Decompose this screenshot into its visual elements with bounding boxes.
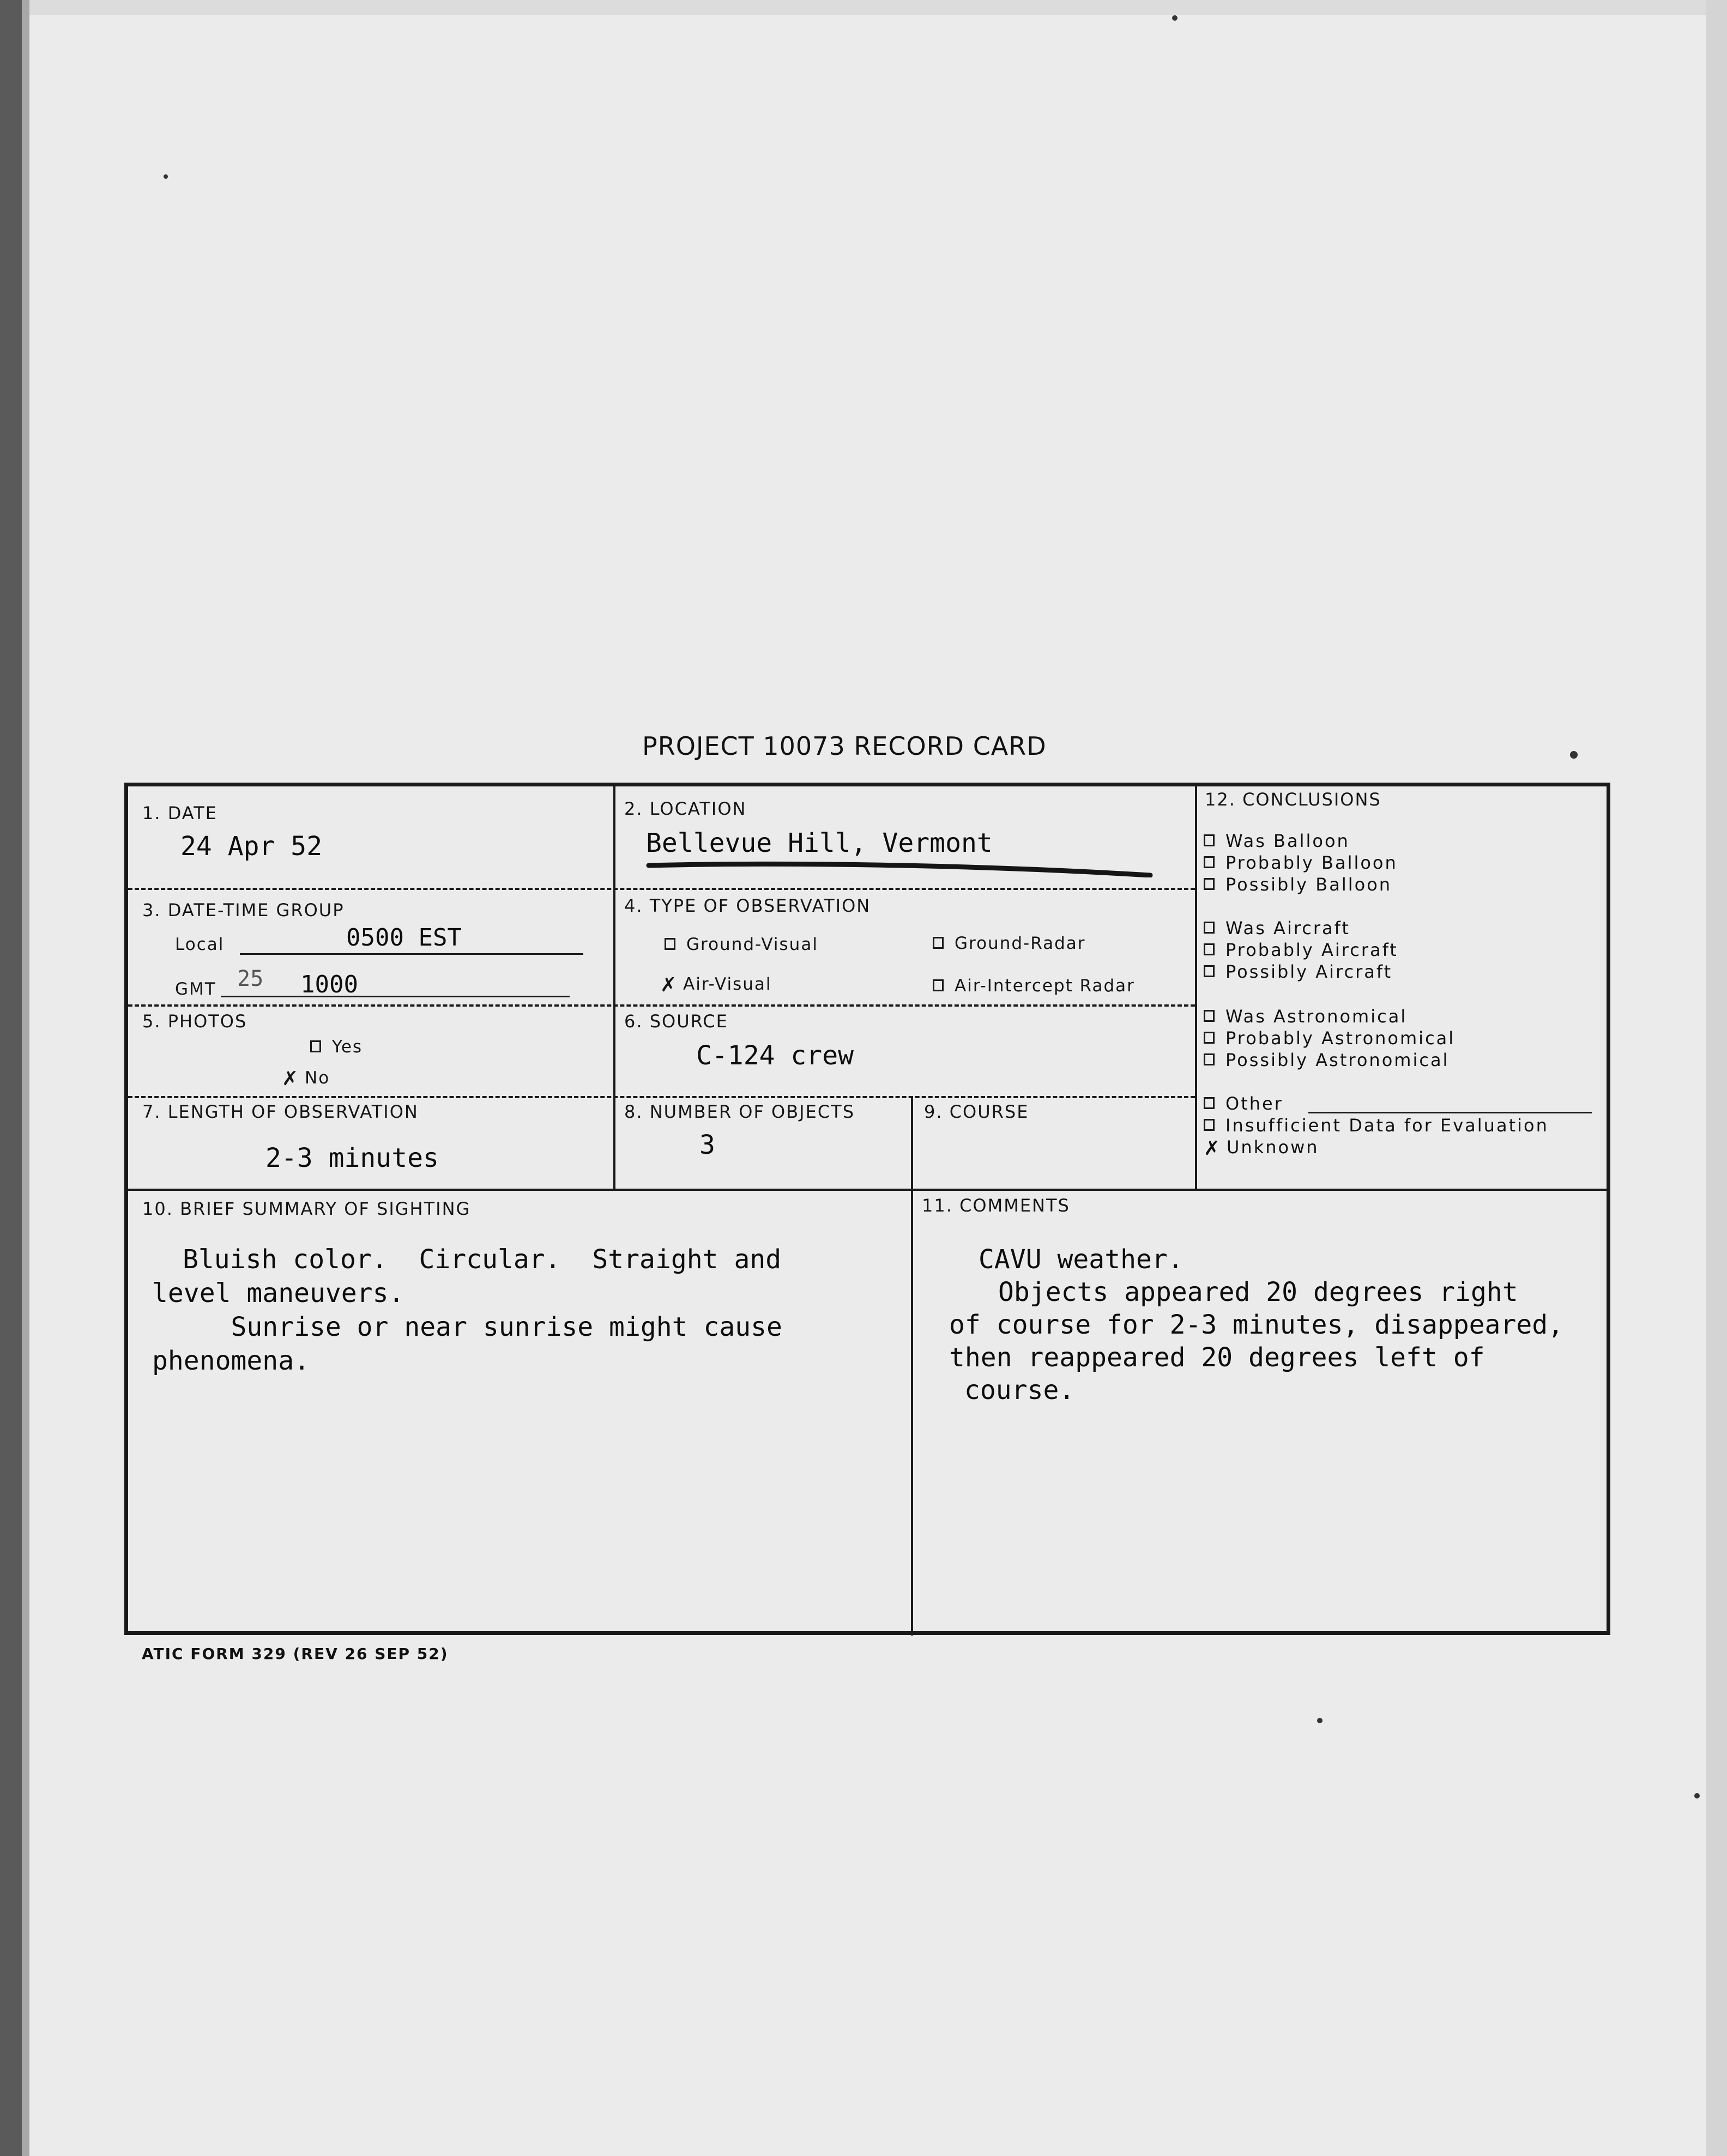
conclusion-was-aircraft[interactable]: Was Aircraft — [1204, 918, 1350, 938]
page-left-margin — [22, 0, 29, 2156]
dust-speck — [1172, 15, 1178, 21]
row-rule-3 — [128, 1096, 1195, 1098]
conclusion-possibly-astronomical[interactable]: Possibly Astronomical — [1204, 1050, 1449, 1070]
other-line — [1308, 1112, 1592, 1113]
dtg-label: 3. DATE-TIME GROUP — [142, 900, 345, 920]
course-label: 9. COURSE — [924, 1101, 1029, 1122]
location-value: Bellevue Hill, Vermont — [646, 828, 993, 858]
conclusion-other[interactable]: Other — [1204, 1093, 1283, 1114]
page-right-edge — [1706, 0, 1727, 2156]
conclusion-probably-aircraft[interactable]: Probably Aircraft — [1204, 940, 1398, 960]
checkbox-x-icon: ✗ — [282, 1068, 300, 1090]
checkbox-empty-icon — [1204, 1097, 1215, 1109]
location-label: 2. LOCATION — [624, 798, 747, 819]
checkbox-empty-icon — [933, 937, 944, 949]
objects-value: 3 — [699, 1130, 715, 1160]
row-rule-1 — [128, 888, 1195, 890]
checkbox-empty-icon — [1204, 1010, 1215, 1022]
source-value: C-124 crew — [696, 1040, 854, 1071]
summary-line: level maneuvers. — [152, 1278, 404, 1309]
photos-option-no[interactable]: ✗ No — [282, 1068, 330, 1090]
checkbox-empty-icon — [1204, 943, 1215, 955]
gmt-value: 1000 — [300, 971, 358, 998]
dust-speck — [1317, 1718, 1323, 1723]
page-left-shadow — [0, 0, 22, 2156]
comments-line: CAVU weather. — [979, 1244, 1183, 1275]
dust-speck — [1694, 1793, 1700, 1798]
record-card — [124, 783, 1610, 1635]
checkbox-empty-icon — [310, 1040, 321, 1052]
divider-col2 — [911, 1096, 913, 1636]
conclusions-label: 12. CONCLUSIONS — [1205, 789, 1381, 810]
page-top-edge — [29, 0, 1708, 15]
divider-col3 — [1195, 786, 1197, 1190]
gmt-line — [221, 996, 570, 997]
comments-line: Objects appeared 20 degrees right — [998, 1277, 1518, 1307]
checkbox-x-icon: ✗ — [660, 974, 678, 996]
row-rule-2 — [128, 1004, 1195, 1007]
conclusion-probably-balloon[interactable]: Probably Balloon — [1204, 852, 1398, 873]
conclusion-insufficient-data[interactable]: Insufficient Data for Evaluation — [1204, 1115, 1549, 1136]
form-id: ATIC FORM 329 (REV 26 SEP 52) — [142, 1645, 449, 1663]
card-title: PROJECT 10073 RECORD CARD — [642, 731, 1047, 761]
length-value: 2-3 minutes — [265, 1143, 439, 1173]
obs-option-ground-radar[interactable]: Ground-Radar — [933, 934, 1086, 953]
photos-label: 5. PHOTOS — [142, 1011, 247, 1032]
local-value: 0500 EST — [346, 924, 462, 952]
checkbox-empty-icon — [1204, 1119, 1215, 1131]
local-line — [240, 953, 583, 955]
comments-line: course. — [964, 1375, 1075, 1406]
conclusion-possibly-balloon[interactable]: Possibly Balloon — [1204, 874, 1392, 895]
comments-label: 11. COMMENTS — [922, 1195, 1070, 1216]
length-label: 7. LENGTH OF OBSERVATION — [142, 1101, 419, 1122]
conclusion-was-astronomical[interactable]: Was Astronomical — [1204, 1006, 1407, 1027]
checkbox-empty-icon — [1204, 878, 1215, 890]
obs-option-ground-visual[interactable]: Ground-Visual — [665, 935, 818, 954]
summary-line: Bluish color. Circular. Straight and — [183, 1244, 782, 1275]
gmt-day: 25 — [237, 966, 264, 991]
summary-line: phenomena. — [152, 1346, 310, 1376]
objects-label: 8. NUMBER OF OBJECTS — [624, 1101, 855, 1122]
conclusion-probably-astronomical[interactable]: Probably Astronomical — [1204, 1028, 1455, 1049]
conclusion-was-balloon[interactable]: Was Balloon — [1204, 831, 1350, 851]
local-label: Local — [175, 935, 225, 954]
divider-col1 — [613, 786, 615, 1190]
comments-line: of course for 2-3 minutes, disappeared, — [949, 1310, 1564, 1340]
checkbox-empty-icon — [1204, 856, 1215, 868]
row-rule-4 — [128, 1189, 1609, 1191]
comments-line: then reappeared 20 degrees left of — [949, 1342, 1485, 1373]
checkbox-empty-icon — [1204, 834, 1215, 846]
conclusion-possibly-aircraft[interactable]: Possibly Aircraft — [1204, 961, 1392, 982]
photos-option-yes[interactable]: Yes — [310, 1037, 363, 1057]
checkbox-empty-icon — [933, 979, 944, 991]
dust-speck — [1570, 751, 1578, 759]
checkbox-empty-icon — [1204, 1053, 1215, 1065]
conclusion-unknown[interactable]: ✗ Unknown — [1204, 1137, 1319, 1160]
gmt-label: GMT — [175, 979, 216, 999]
checkbox-empty-icon — [665, 938, 675, 950]
checkbox-empty-icon — [1204, 965, 1215, 977]
checkbox-empty-icon — [1204, 922, 1215, 934]
summary-label: 10. BRIEF SUMMARY OF SIGHTING — [142, 1198, 471, 1219]
obs-type-label: 4. TYPE OF OBSERVATION — [624, 895, 871, 916]
location-underline-stroke — [643, 861, 1156, 877]
obs-option-air-intercept-radar[interactable]: Air-Intercept Radar — [933, 976, 1135, 996]
checkbox-x-icon: ✗ — [1204, 1137, 1222, 1160]
summary-line: Sunrise or near sunrise might cause — [152, 1312, 782, 1342]
checkbox-empty-icon — [1204, 1032, 1215, 1044]
dust-speck — [164, 174, 168, 179]
date-value: 24 Apr 52 — [180, 831, 323, 862]
obs-option-air-visual[interactable]: ✗ Air-Visual — [660, 974, 772, 996]
date-label: 1. DATE — [142, 803, 218, 823]
source-label: 6. SOURCE — [624, 1011, 728, 1032]
